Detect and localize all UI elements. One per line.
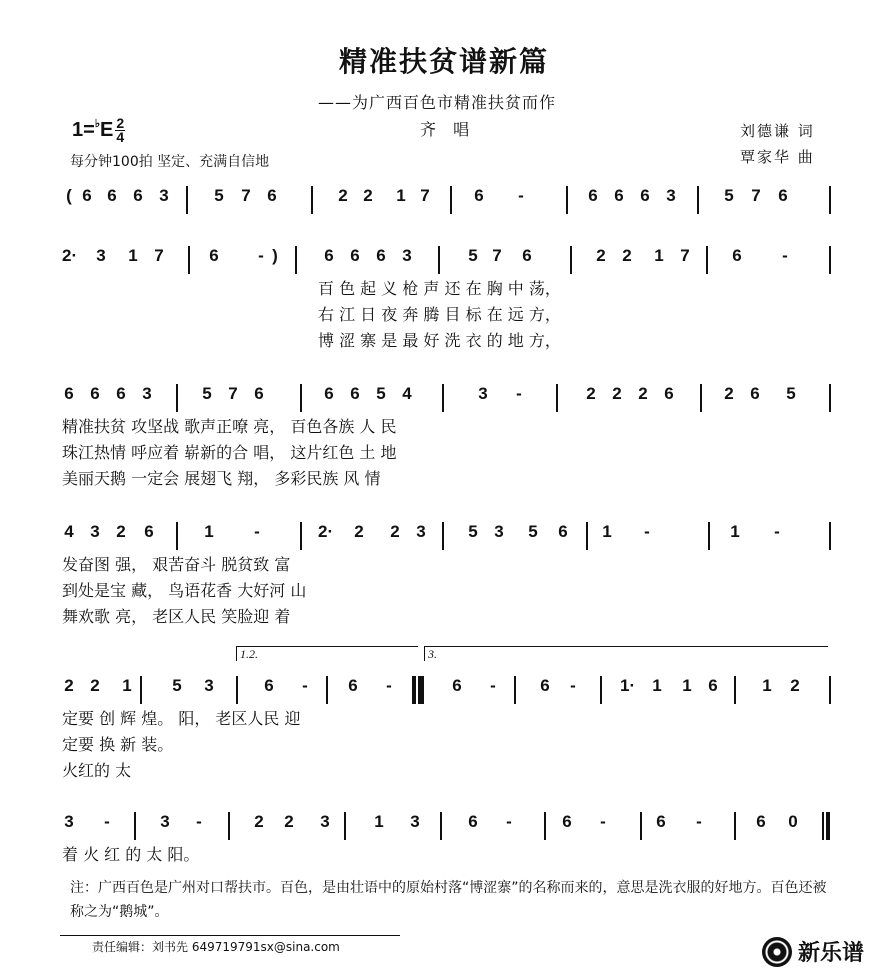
note: 2· [318,522,334,541]
note: 7 [228,384,238,403]
lyric-line-3-verse-3: 美丽天鹅 一定会 展翅飞 翔， 多彩民族 风 情 [62,469,381,488]
note: - [302,676,308,695]
note: 1 [122,676,132,695]
time-signature [115,117,125,144]
time-numerator: 2 [116,115,125,132]
note: - [518,186,524,205]
volta-1-2: 1.2. [236,646,418,661]
note: 6 [267,186,277,205]
note: 1 [762,676,772,695]
lyric-line-2-verse-3: 博 涩 寨 是 最 好 洗 衣 的 地 方， [318,331,561,350]
bar-line [295,246,297,274]
bar-line [514,676,516,704]
bar-line [697,186,699,214]
note: 1 [652,676,662,695]
composer-credit: 覃家华 曲 [740,148,815,166]
bar-line [188,246,190,274]
lyric-line-5-verse-1: 定要 创 辉 煌。 阳， 老区人民 迎 [62,709,301,728]
footnote: 注：广西百色是广州对口帮扶市。百色，是由壮语中的原始村落“博涩寨”的名称而来的，意思是洗衣服的好地方。百色还被称之为“鹅城”。 [70,880,827,920]
notes-line-2 [0,246,888,276]
note: 3 [159,186,169,205]
note: 5 [468,246,478,265]
bar-line [600,676,602,704]
footer-divider [60,935,400,936]
note: 6 [82,186,92,205]
bar-line [186,186,188,214]
bar-line [566,186,568,214]
editor-credit: 责任编辑：刘书先 649719791sx@sina.com [92,940,340,954]
note: 5 [724,186,734,205]
note: 1 [374,812,384,831]
logo-text: 新乐谱 [798,941,865,966]
note: 1· [620,676,636,695]
note: 6 [614,186,624,205]
bar-line [300,522,302,550]
note: - [644,522,650,541]
bar-line [134,812,136,840]
note: - [696,812,702,831]
note: 7 [420,186,430,205]
note: 6 [324,384,334,403]
note: 6 [350,246,360,265]
bar-line [734,676,736,704]
key-signature [72,117,125,144]
note: 2 [622,246,632,265]
note: 7 [680,246,690,265]
note: 2 [354,522,364,541]
note: 1 [396,186,406,205]
note: 1 [654,246,664,265]
note: 5 [376,384,386,403]
key-note: E [100,119,114,141]
volta-3: 3. [424,646,828,661]
bar-line [544,812,546,840]
note: 6 [116,384,126,403]
note: 6 [732,246,742,265]
notes-line-1 [0,186,888,216]
notes-line-4 [0,522,888,552]
note: 6 [376,246,386,265]
bar-line [176,384,178,412]
note: 3 [666,186,676,205]
note: 6 [64,384,74,403]
note: 3 [90,522,100,541]
note: 3 [320,812,330,831]
note: 2 [390,522,400,541]
note: 6 [540,676,550,695]
note: 2 [638,384,648,403]
lyric-line-3-verse-1: 精准扶贫 攻坚战 歌声正嘹 亮， 百色各族 人 民 [62,417,397,436]
note: 7 [492,246,502,265]
note: 6 [90,384,100,403]
note: 1 [602,522,612,541]
repeat-bar-line [826,812,830,840]
bar-line [829,186,831,214]
note: 6 [588,186,598,205]
note: 6 [144,522,154,541]
note: ( [66,186,72,205]
note: 5 [468,522,478,541]
note: 6 [264,676,274,695]
lyricist-credit: 刘德谦 词 [740,122,815,140]
tempo-marking: 每分钟100拍 坚定、充满自信地 [70,154,270,170]
note: 4 [64,522,74,541]
lyric-line-4-verse-2: 到处是宝 藏， 鸟语花香 大好河 山 [62,581,307,600]
note: 3 [494,522,504,541]
note: 6 [348,676,358,695]
lyric-line-3-verse-2: 珠江热情 呼应着 崭新的合 唱， 这片红色 土 地 [62,443,397,462]
performance-mode: 齐 唱 [420,120,476,139]
note: 2 [724,384,734,403]
bar-line [640,812,642,840]
lyric-line-4-verse-3: 舞欢歌 亮， 老区人民 笑脸迎 着 [62,607,291,626]
bar-line [326,676,328,704]
note: - [506,812,512,831]
note: 1 [682,676,692,695]
note: - [600,812,606,831]
note: 6 [209,246,219,265]
note: 2 [338,186,348,205]
note: 2 [116,522,126,541]
bar-line [734,812,736,840]
note: 6 [750,384,760,403]
note: 3 [64,812,74,831]
note: 5 [202,384,212,403]
note: 1 [204,522,214,541]
note: 5 [172,676,182,695]
bar-line [829,384,831,412]
note: 3 [96,246,106,265]
repeat-bar-line [412,676,416,704]
bar-line [140,676,142,704]
lyric-line-6-verse-1: 着 火 红 的 太 阳。 [62,845,200,864]
notes-line-6 [0,812,888,842]
flat-sign: ♭ [94,118,101,130]
notes-line-3 [0,384,888,414]
note: 6 [708,676,718,695]
note: 6 [756,812,766,831]
note: ) [272,246,278,265]
note: 2 [254,812,264,831]
note: 6 [452,676,462,695]
note: - [258,246,264,265]
lyric-line-2-verse-1: 百 色 起 义 枪 声 还 在 胸 中 荡， [318,279,561,298]
note: 0 [788,812,798,831]
note: 5 [214,186,224,205]
note: 6 [254,384,264,403]
bar-line [829,246,831,274]
bar-line [829,522,831,550]
lyric-line-2-verse-2: 右 江 日 夜 奔 腾 目 标 在 远 方， [318,305,561,324]
note: 5 [528,522,538,541]
note: 3 [416,522,426,541]
note: 2 [90,676,100,695]
notes-line-5 [0,676,888,706]
note: 1 [730,522,740,541]
repeat-bar-line [420,676,424,704]
bar-line [822,812,824,840]
bar-line [708,522,710,550]
subtitle: ——为广西百色市精准扶贫而作 [318,93,557,112]
note: 3 [478,384,488,403]
note: 3 [204,676,214,695]
note: 6 [522,246,532,265]
note: - [490,676,496,695]
lyric-line-5-verse-3: 火红的 太 [62,761,132,780]
bar-line [442,384,444,412]
bar-line [236,676,238,704]
lyric-line-5-verse-2: 定要 换 新 装。 [62,735,174,754]
note: 1 [128,246,138,265]
bar-line [556,384,558,412]
note: - [254,522,260,541]
note: 3 [410,812,420,831]
site-logo [762,936,864,967]
key-prefix: 1= [72,119,95,141]
note: 7 [241,186,251,205]
bar-line [311,186,313,214]
note: 2 [612,384,622,403]
note: 2· [62,246,78,265]
bar-line [228,812,230,840]
note: - [782,246,788,265]
note: 3 [402,246,412,265]
note: - [386,676,392,695]
note: 2 [284,812,294,831]
bar-line [450,186,452,214]
note: - [516,384,522,403]
bar-line [176,522,178,550]
note: 3 [142,384,152,403]
note: 6 [656,812,666,831]
bar-line [706,246,708,274]
bar-line [438,246,440,274]
bar-line [440,812,442,840]
note: 6 [562,812,572,831]
note: 6 [640,186,650,205]
bar-line [829,676,831,704]
note: - [196,812,202,831]
note: 6 [107,186,117,205]
note: 6 [133,186,143,205]
note: - [774,522,780,541]
note: 3 [160,812,170,831]
note: - [570,676,576,695]
lyric-line-4-verse-1: 发奋图 强， 艰苦奋斗 脱贫致 富 [62,555,291,574]
note: 5 [786,384,796,403]
note: 6 [778,186,788,205]
note: 2 [596,246,606,265]
bar-line [570,246,572,274]
bar-line [344,812,346,840]
note: 7 [751,186,761,205]
note: 6 [324,246,334,265]
note: 2 [586,384,596,403]
note: 2 [790,676,800,695]
note: 6 [468,812,478,831]
bar-line [300,384,302,412]
note: 6 [350,384,360,403]
note: 2 [363,186,373,205]
note: 6 [664,384,674,403]
bar-line [700,384,702,412]
song-title: 精准扶贫谱新篇 [338,45,549,78]
note: 6 [474,186,484,205]
note: 7 [154,246,164,265]
note: 6 [558,522,568,541]
bar-line [442,522,444,550]
bar-line [586,522,588,550]
note: 4 [402,384,412,403]
time-denominator: 4 [116,129,125,146]
note: - [104,812,110,831]
note: 2 [64,676,74,695]
record-disc-icon [762,937,792,967]
